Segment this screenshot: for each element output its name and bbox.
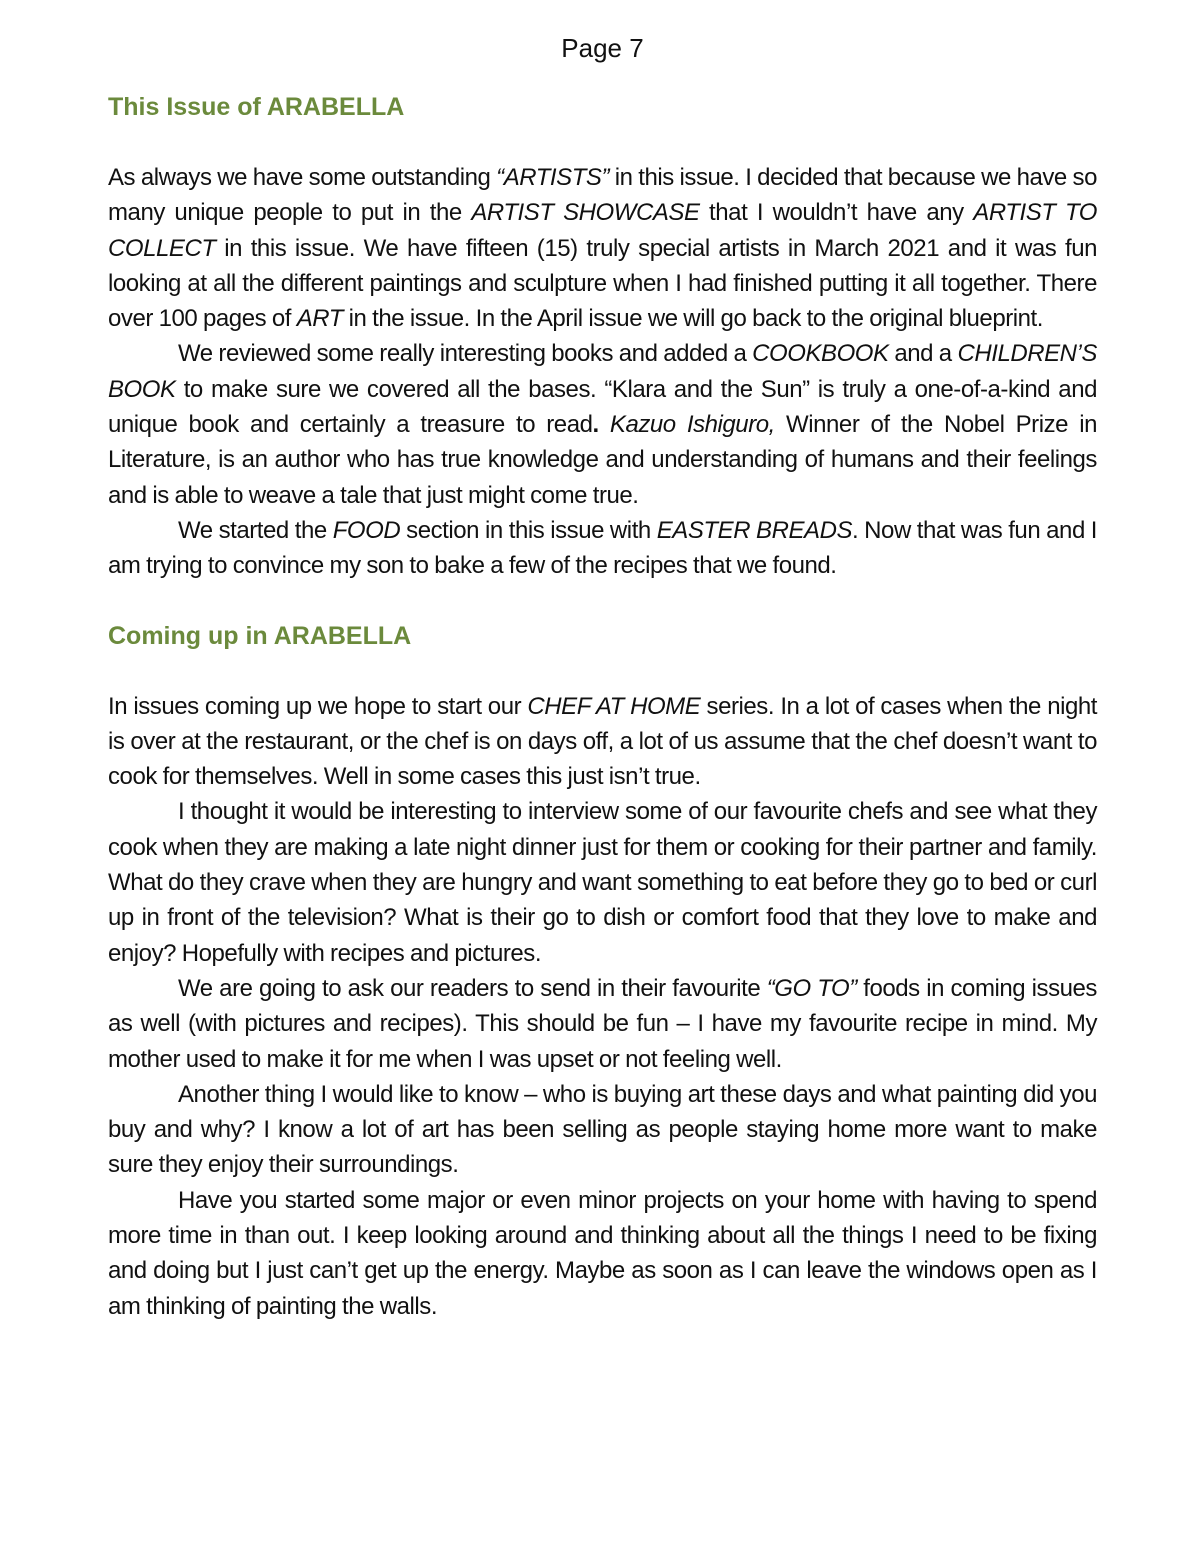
paragraph — [108, 336, 1097, 512]
italic-text: CHILDREN’S BOOK — [108, 340, 1097, 403]
text-run: in this issue. We have fifteen (15) truly special artists in March 2021 and it was fun looking at all the different paintings and sculpture when I had finished putting it all together. There over 100 pages of — [108, 234, 1097, 333]
text-run: Winner of the Nobel Prize in Literature, is an author who has true knowledge and understanding of humans and their feelings and is able to weave a tale that just might come true. — [108, 411, 1097, 509]
text-run — [599, 411, 610, 438]
paragraph — [108, 160, 1097, 336]
text-run: Have you started some major or even minor projects on your home with having to spend more time in than out. I keep looking around and thinking about all the things I need to be fixing and doing but I just can’t get up the energy. Maybe as soon as I can leave the windows open as I am thinking of painting the walls. — [108, 1186, 1097, 1320]
italic-text: EASTER BREADS — [656, 516, 853, 544]
document-page — [108, 28, 1097, 1324]
text-run: We started the — [178, 516, 333, 544]
text-run: foods in coming issues as well (with pictures and recipes). This should be fun – I have my favourite recipe in mind. My mother used to make it for me when I was upset or not feeling well. — [108, 974, 1097, 1073]
text-run: in the issue. In the April issue we will go back to the original blueprint. — [342, 305, 1043, 333]
italic-text: FOOD — [332, 516, 401, 544]
text-run: As always we have some outstanding — [108, 164, 497, 191]
italic-text: Kazuo Ishiguro, — [609, 411, 775, 439]
paragraph — [108, 513, 1097, 584]
page-number: Page 7 — [561, 33, 644, 63]
text-run: series. In a lot of cases when the night is over at the restaurant, or the chef is on days off, a lot of us assume that the chef doesn’t want to cook for themselves. Well in some cases this just isn’t true. — [108, 692, 1097, 791]
bold-text: . — [592, 411, 599, 439]
text-run: in this issue. I decided that because we have so many unique people to put in the — [108, 164, 1098, 227]
paragraph — [108, 794, 1097, 970]
text-run: We reviewed some really interesting books and added a — [178, 340, 753, 368]
text-run: . Now that was fun and I am trying to convince my son to bake a few of the recipes that we found. — [108, 516, 1097, 580]
paragraph — [108, 1183, 1097, 1324]
section-body-coming-up — [108, 689, 1097, 1324]
section-body-this-issue — [108, 160, 1097, 584]
italic-text: ARTIST SHOWCASE — [471, 199, 700, 227]
text-run: Another thing I would like to know – who is buying art these days and what painting did you buy and why? I know a lot of art has been selling as people staying home more want to make sure they enjoy their surroundings. — [108, 1080, 1097, 1179]
italic-text: ART — [296, 305, 343, 333]
text-run: section in this issue with — [400, 516, 657, 544]
text-run: In issues coming up we hope to start our — [108, 692, 528, 720]
text-run: and a — [888, 340, 958, 368]
section-heading-this-issue: This Issue of ARABELLA — [108, 93, 405, 121]
text-run: that I wouldn’t have any — [699, 199, 974, 227]
text-run: We are going to ask our readers to send in their favourite — [178, 974, 767, 1002]
text-run: I thought it would be interesting to interview some of our favourite chefs and see what they cook when they are making a late night dinner just for them or cooking for their partner and family. What do they crave when they are hungry and want something to eat before they go to bed or curl up in front of the television? What is their go to dish or comfort food that they love to make and enjoy? Hopefully with recipes and pictures. — [108, 798, 1097, 967]
text-run: to make sure we covered all the bases. “Klara and the Sun” is truly a one-of-a-kind and unique book and certainly a treasure to read — [108, 375, 1097, 439]
italic-text: COOKBOOK — [752, 340, 889, 368]
section-heading-coming-up: Coming up in ARABELLA — [108, 621, 412, 650]
paragraph — [108, 689, 1097, 795]
paragraph — [108, 971, 1097, 1077]
italic-text: “ARTISTS” — [496, 164, 610, 191]
italic-text: CHEF AT HOME — [527, 692, 701, 720]
paragraph — [108, 1077, 1097, 1183]
italic-text: ARTIST TO COLLECT — [108, 199, 1098, 262]
italic-text: “GO TO” — [766, 974, 857, 1002]
